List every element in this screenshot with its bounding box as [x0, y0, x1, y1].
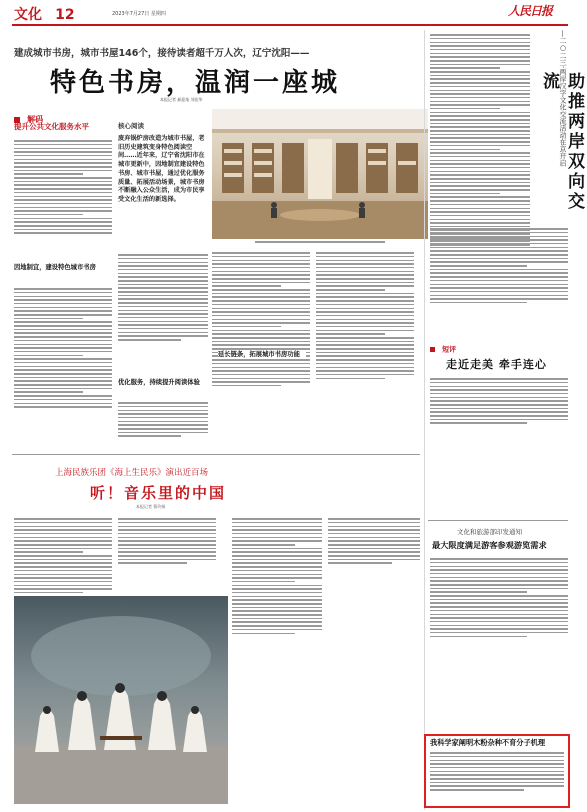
highlighted-article-box: [424, 734, 570, 808]
lead-subtitle: 建成城市书房，城市书屋146个，接待读者超千万人次，辽宁沈阳——: [14, 48, 310, 59]
ministry-body: [430, 556, 568, 672]
bookstore-photo: [212, 109, 428, 239]
lead-body-column-1b: [14, 286, 112, 446]
duanping-label: [430, 339, 457, 354]
section-name: 文化: [14, 7, 42, 23]
essay-title: 走近走美 牵手连心: [446, 358, 547, 371]
section-heading-2: 优化服务，持续提升阅读体验: [118, 379, 200, 386]
photo-caption: [212, 240, 428, 246]
jiedu-subhead: 提升公共文化服务水平: [14, 122, 89, 131]
masthead: [0, 0, 574, 26]
right-top-vertical-title: 助推两岸双向交流: [539, 72, 584, 212]
lead-title: 特色书房，温润一座城: [50, 68, 341, 98]
core-reading-text: 废弃锅炉房改造为城市书屋，老旧历史建筑变身特色阅读空间……近年来，辽宁省沈阳市在城市更新中，因地制宜建设特色书房、城市书屋，通过优化服务质量、拓展活动场景，城市书房不断融入公众生活，成为市民享受文化生活的新选择。: [118, 135, 205, 203]
right-column-divider: [424, 30, 425, 810]
lead-body-column-4: [316, 250, 414, 450]
page-number: 12: [55, 7, 75, 23]
lead-bottom-rule: [12, 454, 420, 455]
duanping-title: 短评: [442, 345, 457, 354]
core-reading-label: 核心阅读: [118, 122, 144, 130]
ministry-subtitle: 文化和旅游部印发通知: [457, 528, 522, 536]
publish-date: 2023年7月27日 星期四: [112, 11, 166, 17]
duanping-mark-icon: [430, 347, 435, 352]
lead-body-column-2: [118, 252, 208, 376]
concert-title: 听！音乐里的中国: [90, 484, 227, 502]
right-article-body-2: [430, 226, 568, 334]
concert-body-column-4: [328, 516, 420, 596]
essay-body: [430, 376, 568, 454]
highlighted-article-body: [430, 750, 564, 806]
masthead-section-block: [14, 4, 94, 23]
concert-photo: [14, 596, 228, 804]
concert-body-column-2: [118, 516, 216, 594]
ministry-title: 最大限度满足游客参观游览需求: [432, 540, 547, 550]
section-heading-3: 延长链条，拓展城市书房功能: [218, 350, 306, 359]
masthead-rule: [12, 24, 568, 26]
highlighted-article-title: 我科学家阐明木粉杂种不育分子机理: [430, 738, 546, 747]
section-heading-1: 因地制宜，建设特色城市书房: [14, 264, 96, 271]
concert-body-column-3: [232, 516, 322, 716]
concert-subtitle: 上海民族乐团《海上生民乐》演出近百场: [55, 468, 209, 478]
right-top-vertical-subtitle: —二○二三·两岸汉字文化交流活动在京开启: [559, 30, 567, 167]
jiedu-label: [14, 109, 64, 124]
lead-body-column-1: [14, 138, 112, 260]
lead-body-column-2b: [118, 400, 208, 450]
right-mid-rule: [428, 520, 568, 521]
concert-byline: 本报记者 曹玲娟: [136, 504, 166, 509]
lead-byline: 本报记者 郝迎灿 刘佳华: [160, 97, 203, 102]
jiedu-title: 解码: [27, 115, 44, 124]
masthead-logo: 人民日报: [508, 4, 553, 18]
